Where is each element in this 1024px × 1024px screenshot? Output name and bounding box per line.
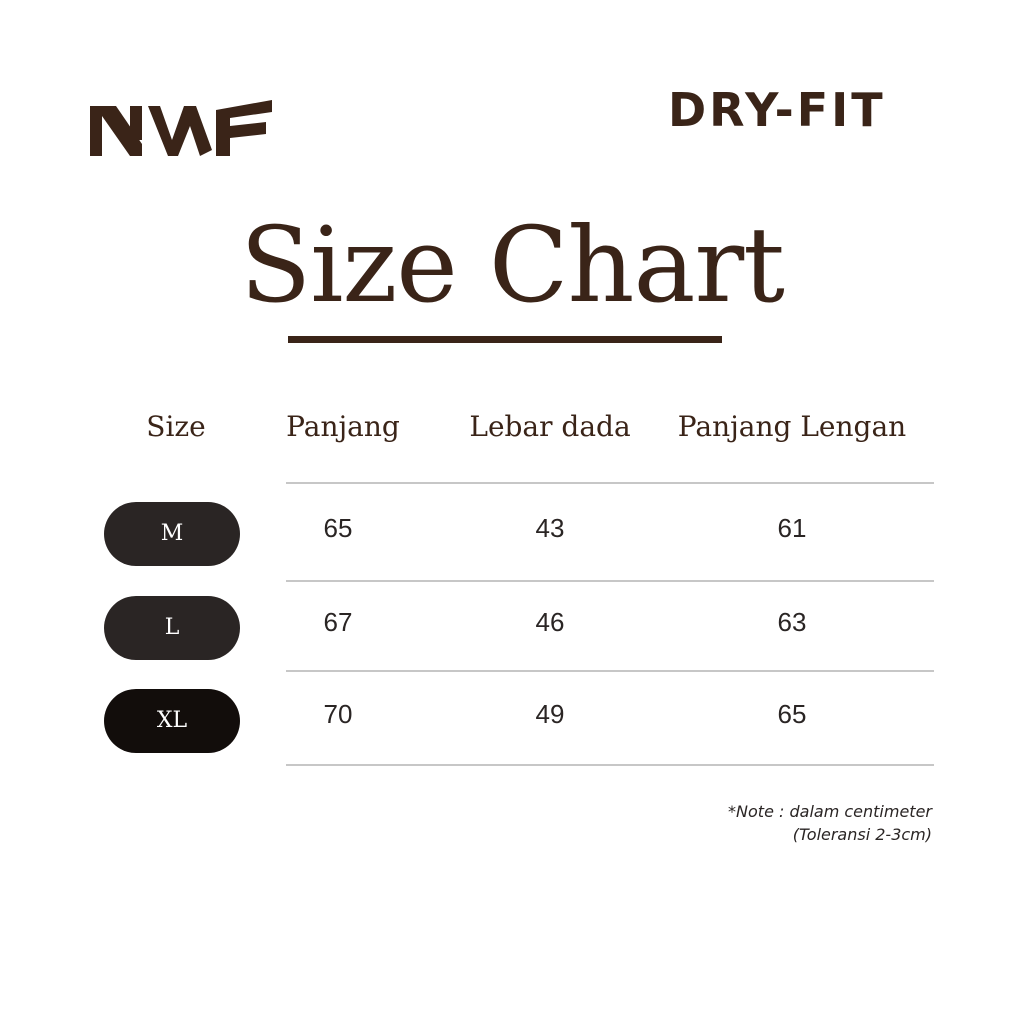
cell-lebar-dada: 46 — [535, 607, 565, 637]
size-badge-l: L — [104, 596, 240, 660]
table-divider — [286, 482, 934, 484]
cell-lebar-dada: 49 — [535, 699, 565, 729]
cell-panjang: 65 — [323, 513, 353, 543]
title-underline — [288, 336, 722, 343]
note-line-2: (Toleransi 2-3cm) — [792, 825, 932, 844]
table-divider — [286, 670, 934, 672]
table-divider — [286, 580, 934, 582]
cell-panjang-lengan: 63 — [777, 607, 807, 637]
cell-panjang: 67 — [323, 607, 353, 637]
cell-lebar-dada: 43 — [535, 513, 565, 543]
brand-logo-right: DRY-FIT — [668, 83, 886, 137]
note-line-1: *Note : dalam centimeter — [728, 802, 932, 821]
brand-logo-left — [90, 100, 272, 156]
cell-panjang-lengan: 61 — [777, 513, 807, 543]
header-panjang-lengan: Panjang Lengan — [677, 410, 907, 443]
header-lebar-dada: Lebar dada — [469, 410, 631, 443]
brand-monogram-icon — [90, 100, 272, 156]
size-badge-xl: XL — [104, 689, 240, 753]
cell-panjang: 70 — [323, 699, 353, 729]
measurement-note — [728, 800, 932, 846]
page-title: Size Chart — [240, 204, 784, 326]
table-divider — [286, 764, 934, 766]
header-panjang: Panjang — [286, 410, 400, 443]
size-badge-m: M — [104, 502, 240, 566]
cell-panjang-lengan: 65 — [777, 699, 807, 729]
header-size: Size — [146, 410, 206, 443]
